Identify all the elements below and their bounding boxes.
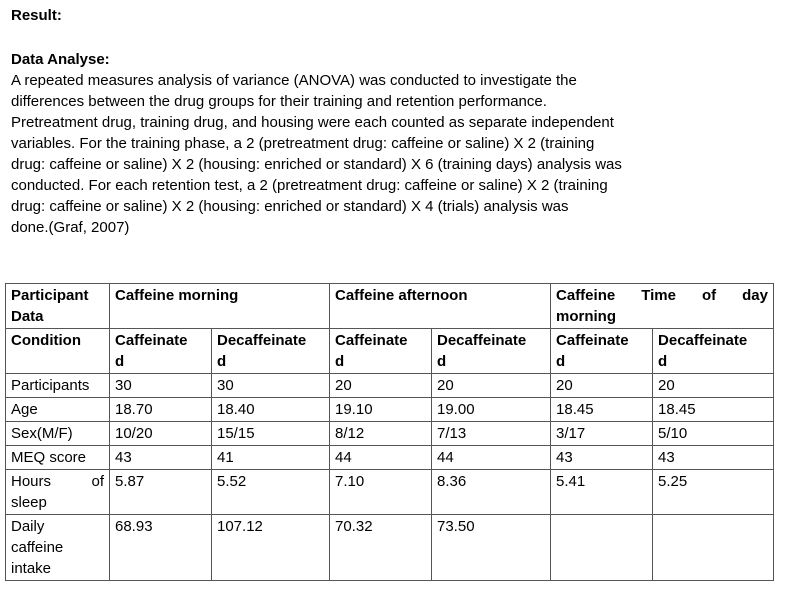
table-cell: 73.50: [432, 515, 551, 581]
table-cell: 18.70: [110, 398, 212, 422]
row-label: MEQ score: [6, 446, 110, 470]
condition-line: Decaffeinate: [217, 332, 307, 349]
table-cell: 43: [110, 446, 212, 470]
table-cell: 43: [551, 446, 653, 470]
condition-line: Caffeinate: [556, 332, 629, 349]
table-cell: 30: [212, 374, 330, 398]
condition-line: d: [115, 353, 125, 370]
header-word: day: [742, 287, 768, 304]
table-cell: 70.32: [330, 515, 432, 581]
row-label-line: [11, 471, 104, 492]
table-cell: 15/15: [212, 422, 330, 446]
table-cell: 8.36: [432, 470, 551, 515]
condition-line: Decaffeinate: [437, 332, 527, 349]
table-cell: 5.87: [110, 470, 212, 515]
table-cell: 19.10: [330, 398, 432, 422]
table-cell: 18.45: [653, 398, 774, 422]
table-cell: 5.41: [551, 470, 653, 515]
table-cell: 19.00: [432, 398, 551, 422]
table-cell: 7/13: [432, 422, 551, 446]
condition-cell: [110, 329, 212, 374]
condition-line: Decaffeinate: [658, 332, 748, 349]
condition-line: d: [658, 353, 668, 370]
row-label: [6, 470, 110, 515]
table-row: [6, 374, 774, 398]
header-word: Caffeine: [556, 287, 616, 304]
table-cell: 43: [653, 446, 774, 470]
paragraph-line: conducted. For each retention test, a 2 (pretreatment drug: caffeine or saline) X 2 (training: [11, 177, 608, 194]
table-row: [6, 515, 774, 581]
table-cell: 10/20: [110, 422, 212, 446]
row-label-word: Hours: [11, 473, 52, 490]
row-label: Age: [6, 398, 110, 422]
group-header-caffeine-morning: Caffeine morning: [110, 284, 330, 329]
table-cell: 5/10: [653, 422, 774, 446]
table-row: [6, 446, 774, 470]
header-word: of: [701, 287, 717, 304]
table-cell: 68.93: [110, 515, 212, 581]
condition-line: d: [217, 353, 227, 370]
table-cell: [653, 515, 774, 581]
table-cell: 7.10: [330, 470, 432, 515]
row-label: Sex(M/F): [6, 422, 110, 446]
condition-cell: [653, 329, 774, 374]
participant-data-table: [5, 283, 774, 581]
table-cell: 5.25: [653, 470, 774, 515]
table-cell: 5.52: [212, 470, 330, 515]
paragraph-line: Pretreatment drug, training drug, and housing were each counted as separate independent: [11, 114, 614, 131]
table-cell: 41: [212, 446, 330, 470]
condition-cell: [330, 329, 432, 374]
condition-line: d: [335, 353, 345, 370]
paragraph-line: differences between the drug groups for their training and retention performance.: [11, 93, 547, 110]
row-label: [6, 515, 110, 581]
table-cell: [551, 515, 653, 581]
row-label-line: Daily: [11, 518, 45, 535]
condition-cell: [212, 329, 330, 374]
header-word: Time: [641, 287, 676, 304]
condition-line: Caffeinate: [115, 332, 188, 349]
table-cell: 18.40: [212, 398, 330, 422]
table-row: [6, 398, 774, 422]
table-cell: 18.45: [551, 398, 653, 422]
table-cell: 20: [432, 374, 551, 398]
condition-line: Caffeinate: [335, 332, 408, 349]
condition-line: d: [556, 353, 566, 370]
condition-row: [6, 329, 774, 374]
condition-cell: [551, 329, 653, 374]
header-line: morning: [556, 308, 617, 325]
table-row: [6, 470, 774, 515]
group-header-caffeine-time-of-day: [551, 284, 774, 329]
group-header-caffeine-afternoon: Caffeine afternoon: [330, 284, 551, 329]
table-cell: 20: [330, 374, 432, 398]
paragraph-line: drug: caffeine or saline) X 2 (housing: enriched or standard) X 4 (trials) analysis was: [11, 198, 569, 215]
table-cell: 20: [551, 374, 653, 398]
table-cell: 3/17: [551, 422, 653, 446]
row-label-line: sleep: [11, 494, 47, 511]
condition-cell: [432, 329, 551, 374]
table-header-row: [6, 284, 774, 329]
table-cell: 107.12: [212, 515, 330, 581]
table-cell: 44: [432, 446, 551, 470]
row-label: Participants: [6, 374, 110, 398]
header-participant-data: [6, 284, 110, 329]
table-cell: 20: [653, 374, 774, 398]
table-row: [6, 422, 774, 446]
header-line: Participant: [11, 287, 89, 304]
condition-label: Condition: [6, 329, 110, 374]
table-cell: 44: [330, 446, 432, 470]
paragraph-line: drug: caffeine or saline) X 2 (housing: enriched or standard) X 6 (training days) analysis was: [11, 156, 622, 173]
paragraph-line: A repeated measures analysis of variance (ANOVA) was conducted to investigate the: [11, 72, 577, 89]
condition-line: d: [437, 353, 447, 370]
row-label-word: of: [91, 473, 104, 490]
data-analysis-heading: Data Analyse:: [11, 51, 110, 68]
paragraph-line: done.(Graf, 2007): [11, 219, 130, 236]
table-cell: 8/12: [330, 422, 432, 446]
row-label-line: caffeine: [11, 539, 64, 556]
header-line: Data: [11, 308, 44, 325]
row-label-line: intake: [11, 560, 52, 577]
paragraph-line: variables. For the training phase, a 2 (pretreatment drug: caffeine or saline) X 2 (training: [11, 135, 595, 152]
group-header-words: [556, 285, 768, 306]
result-heading: Result:: [11, 7, 62, 24]
table-cell: 30: [110, 374, 212, 398]
